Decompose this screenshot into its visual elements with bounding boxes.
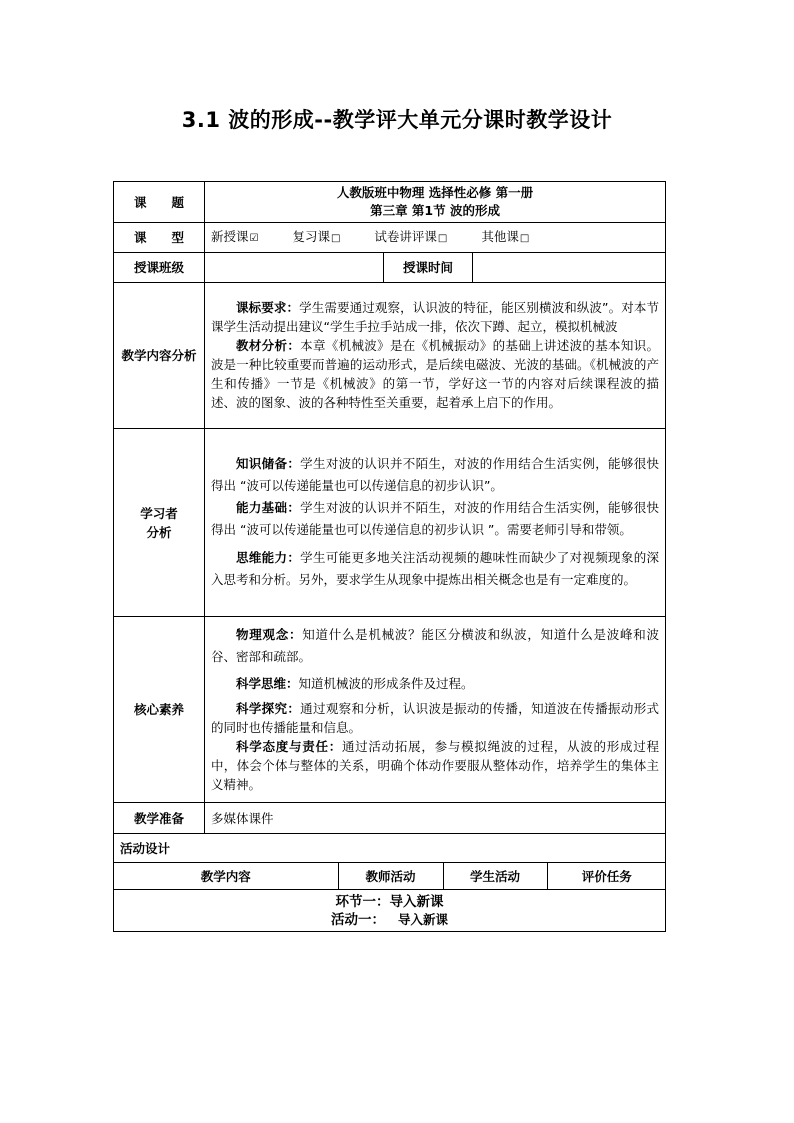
label-topic: 课 题: [114, 182, 205, 223]
page-title: 3.1 波的形成--教学评大单元分课时教学设计: [181, 108, 613, 132]
label-type: 课 型: [114, 223, 205, 253]
standard-heading: 课标要求：: [236, 300, 300, 315]
concept-text: 知道什么是机械波？能区分横波和纵波，知道什么是波峰和波谷、密部和疏部。: [211, 627, 660, 664]
section-title: 环节一：导入新课: [335, 893, 444, 910]
label-prep: 教学准备: [114, 803, 205, 834]
attitude-text: 通过活动拓展，参与模拟绳波的过程，从波的形成过程中，体会个体与整体的关系，明确个体动作要服从整体动作，培养学生的集体主义精神。: [211, 739, 660, 792]
attitude-heading: 科学态度与责任：: [236, 739, 342, 754]
checkbox-icon: □: [437, 233, 448, 244]
activity-title-body: 导入新课: [398, 911, 449, 927]
textbook-text: 本章《机械波》是在《机械振动》的基础上讲述波的基本知识。波是一种比较重要而普遍的运动形式，是后续电磁波、光波的基础。《机械波的产生和传播》一节是《机械波》的第一节，学好这一节的内容对后续课程波的描述、波的图象、波的各种特性至关重要，起着承上启下的作用。: [211, 338, 660, 410]
option-new-lesson[interactable]: 新授课☑: [211, 229, 258, 244]
ability-text: 学生对波的认识并不陌生，对波的作用结合生活实例，能够很快得出 “波可以传递能量也可以传递信息的初步认识 ”。需要老师引导和带领。: [211, 500, 660, 537]
row-section-header: [114, 890, 666, 932]
inquiry-text: 通过观察和分析，认识波是振动的传播，知道波在传播振动形式的同时也传播能量和信息。: [211, 701, 660, 735]
thinking-text: 学生可能更多地关注活动视频的趣味性而缺少了对视频现象的深入思考和分析。另外，要求学生从现象中提炼出相关概念也是有一定难度的。: [211, 550, 660, 587]
thinking-text: 知道机械波的形成条件及过程。: [298, 676, 474, 691]
activity-title-head: 活动一：: [330, 911, 385, 928]
row-class: [114, 253, 666, 283]
col-teacher-activity: 教师活动: [338, 863, 443, 889]
thinking-heading: 思维能力：: [236, 550, 301, 565]
knowledge-text: 学生对波的认识并不陌生，对波的作用结合生活实例，能够很快得出 “波可以传递能量也可以传递信息的初步认识”。: [211, 456, 660, 493]
option-review-lesson[interactable]: 复习课□: [292, 229, 340, 244]
row-prep: [114, 803, 666, 834]
checkbox-icon: □: [330, 233, 341, 244]
label-content-analysis: 教学内容分析: [114, 283, 205, 429]
concept-heading: 物理观念：: [236, 627, 303, 642]
row-column-headers: [114, 863, 666, 890]
value-learner-analysis: [205, 429, 666, 617]
row-core-literacy: [114, 617, 666, 803]
standard-text: 学生需要通过观察，认识波的特征，能区别横波和纵波”。对本节课学生活动提出建议“学生手拉手站成一排，依次下蹲、起立，模拟机械波: [211, 300, 660, 334]
textbook-heading: 教材分析：: [236, 338, 301, 353]
value-type: [205, 223, 666, 253]
col-evaluation-task: 评价任务: [581, 868, 632, 884]
label-activity-design: 活动设计: [114, 834, 666, 863]
thinking-heading: 科学思维：: [236, 676, 299, 691]
inquiry-heading: 科学探究：: [236, 701, 301, 716]
ability-heading: 能力基础：: [236, 500, 301, 515]
label-class: 授课班级: [114, 253, 205, 283]
col-student-activity: 学生活动: [443, 863, 547, 889]
label-time: 授课时间: [384, 253, 473, 283]
column-header-cell: [114, 863, 666, 890]
checkbox-icon: □: [519, 233, 530, 244]
row-type: [114, 223, 666, 253]
label-core-literacy: 核心素养: [114, 617, 205, 803]
value-class[interactable]: [205, 253, 384, 283]
checked-box-icon: ☑: [249, 233, 259, 244]
topic-line-2: 第三章 第1节 波的形成: [370, 203, 500, 218]
row-topic: [114, 182, 666, 223]
value-prep: 多媒体课件: [205, 803, 666, 834]
value-content-analysis: [205, 283, 666, 429]
column-header-table: [114, 863, 666, 889]
option-other-lesson[interactable]: 其他课□: [481, 229, 529, 244]
knowledge-heading: 知识储备：: [236, 456, 301, 471]
section-header: [114, 890, 666, 932]
col-teaching-content: 教学内容: [114, 863, 338, 889]
lesson-plan-table: [113, 181, 666, 932]
value-time[interactable]: [473, 253, 666, 283]
topic-line-1: 人教版班中物理 选择性必修 第一册: [336, 185, 534, 200]
learner-label-line-2: 分析: [146, 524, 172, 540]
row-content-analysis: [114, 283, 666, 429]
option-exam-review-lesson[interactable]: 试卷讲评课□: [374, 229, 447, 244]
row-learner-analysis: [114, 429, 666, 617]
value-core-literacy: [205, 617, 666, 803]
value-topic: [205, 182, 666, 223]
label-learner-analysis: [114, 429, 205, 617]
row-activity-design: [114, 834, 666, 863]
learner-label-line-1: 学习者: [140, 505, 178, 521]
activity-title: [114, 911, 665, 929]
